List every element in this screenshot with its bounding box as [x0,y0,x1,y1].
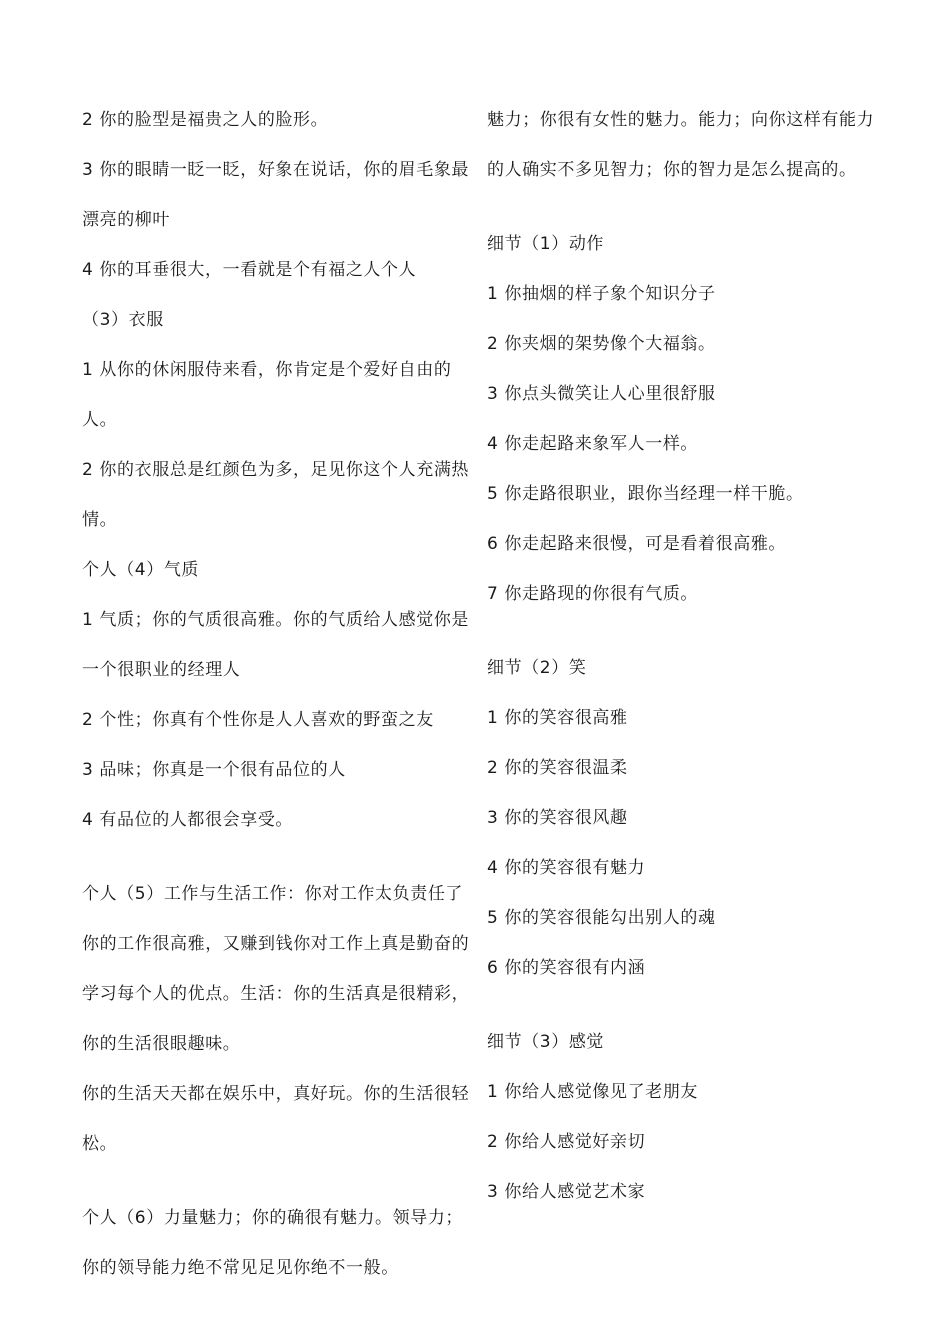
text-paragraph: 6 你的笑容很有内涵 [487,958,646,978]
text-paragraph: 5 你走路很职业，跟你当经理一样干脆。 [487,484,804,504]
left-column [82,95,470,1293]
text-paragraph: 2 你夹烟的架势像个大福翁。 [487,334,716,354]
text-paragraph: 1 你的笑容很高雅 [487,708,628,728]
text-paragraph: 4 有品位的人都很会享受。 [82,810,294,830]
text-paragraph: 3 你的笑容很风趣 [487,808,628,828]
text-paragraph: 魅力；你很有女性的魅力。能力；向你这样有能力的人确实不多见智力；你的智力是怎么提高的。 [487,110,875,180]
paragraph-gap [82,1169,470,1193]
text-paragraph: 2 你的笑容很温柔 [487,758,628,778]
text-paragraph: 个人（4）气质 [82,560,200,580]
text-paragraph: 1 你抽烟的样子象个知识分子 [487,284,716,304]
text-paragraph: 2 你给人感觉好亲切 [487,1132,646,1152]
text-paragraph: 1 你给人感觉像见了老朋友 [487,1082,699,1102]
text-paragraph: 1 气质；你的气质很高雅。你的气质给人感觉你是一个很职业的经理人 [82,610,470,680]
text-paragraph: 6 你走起路来很慢，可是看着很高雅。 [487,534,787,554]
text-paragraph: 4 你的笑容很有魅力 [487,858,646,878]
text-paragraph: 个人（6）力量魅力；你的确很有魅力。领导力；你的领导能力绝不常见足见你绝不一般。 [82,1208,464,1278]
text-paragraph: 2 你的衣服总是红颜色为多，足见你这个人充满热情。 [82,460,470,530]
text-paragraph: 细节（2）笑 [487,658,587,678]
text-paragraph: 3 你点头微笑让人心里很舒服 [487,384,716,404]
paragraph-gap [487,619,877,643]
paragraph-gap [487,993,877,1017]
paragraph-gap [82,845,470,869]
right-column [487,95,877,1217]
text-paragraph: 2 你的脸型是福贵之人的脸形。 [82,110,329,130]
paragraph-gap [487,195,877,219]
text-paragraph: 2 个性；你真有个性你是人人喜欢的野蛮之友 [82,710,434,730]
text-paragraph: 1 从你的休闲服侍来看，你肯定是个爱好自由的人。 [82,360,452,430]
text-paragraph: 7 你走路现的你很有气质。 [487,584,699,604]
text-paragraph: 3 品味；你真是一个很有品位的人 [82,760,346,780]
text-paragraph: 3 你的眼睛一眨一眨，好象在说话，你的眉毛象最漂亮的柳叶 [82,160,470,230]
text-paragraph: 细节（1）动作 [487,234,605,254]
text-paragraph: 你的生活天天都在娱乐中，真好玩。你的生活很轻松。 [82,1084,470,1154]
text-paragraph: 5 你的笑容很能勾出别人的魂 [487,908,716,928]
text-paragraph: 3 你给人感觉艺术家 [487,1182,646,1202]
text-paragraph: （3）衣服 [82,310,164,330]
text-paragraph: 细节（3）感觉 [487,1032,605,1052]
text-paragraph: 个人（5）工作与生活工作：你对工作太负责任了你的工作很高雅，又赚到钱你对工作上真是勤奋的学习每个人的优点。生活：你的生活真是很精彩，你的生活很眼趣味。 [82,884,470,1054]
text-paragraph: 4 你走起路来象军人一样。 [487,434,699,454]
text-paragraph: 4 你的耳垂很大，一看就是个有福之人个人 [82,260,417,280]
